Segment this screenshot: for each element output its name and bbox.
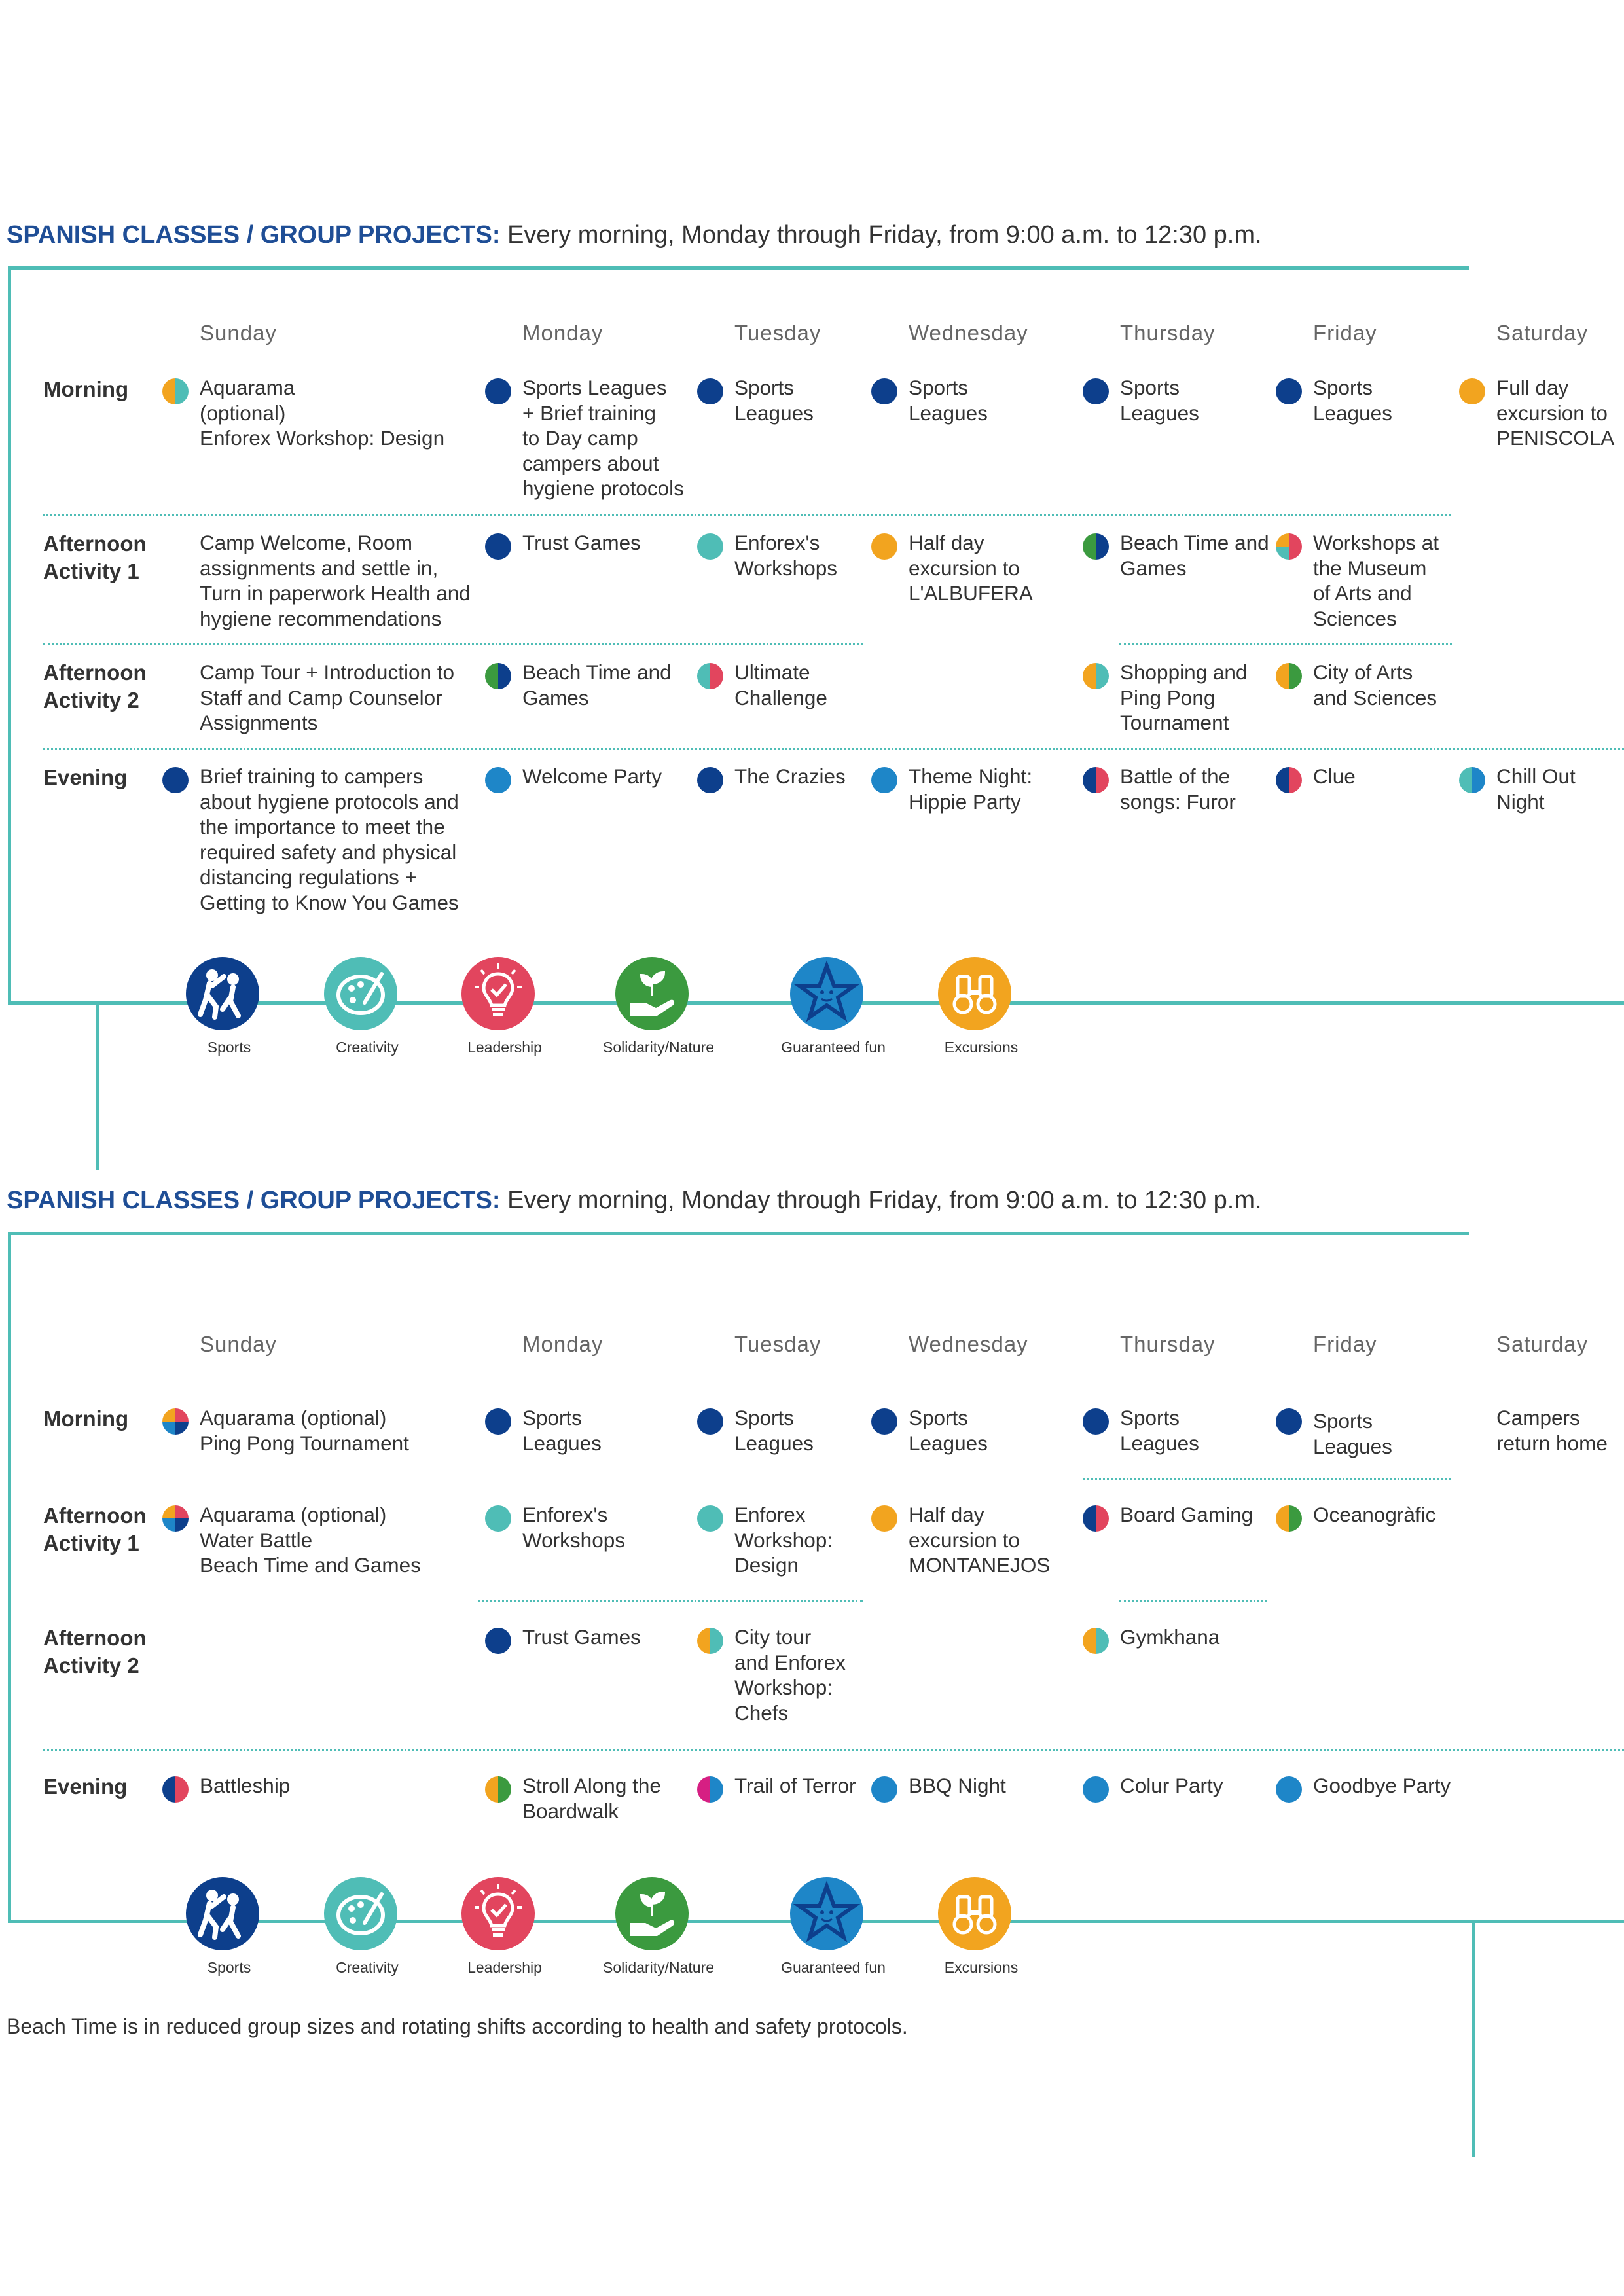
- week2-evening-wednesday: BBQ Night: [909, 1774, 1006, 1797]
- week1-evening-monday: Welcome Party: [522, 764, 662, 788]
- week2-day-saturday: Saturday: [1496, 1332, 1589, 1356]
- category-dot-sports: [1083, 1408, 1109, 1435]
- category-dot-sports-nature: [485, 663, 511, 689]
- week2-morning-monday: Sports Leagues: [522, 1406, 602, 1455]
- category-dot-sports-nature: [1083, 533, 1109, 560]
- category-dot-creativity: [697, 1505, 723, 1532]
- category-dot-excursions-creativity: [697, 1628, 723, 1654]
- week1-separator: [1119, 643, 1452, 645]
- week2-evening-friday: Goodbye Party: [1313, 1774, 1451, 1797]
- guaranteed-fun-icon: [790, 1877, 863, 1950]
- sports-icon: [186, 957, 259, 1030]
- week1-afternoon2-tuesday: Ultimate Challenge: [734, 660, 827, 709]
- week2-day-thursday: Thursday: [1120, 1332, 1216, 1356]
- week2-evening-sunday: Battleship: [200, 1774, 291, 1797]
- category-dot-excursions-nature: [1276, 1505, 1302, 1532]
- category-dot-sports: [697, 378, 723, 404]
- header-highlight: SPANISH CLASSES / GROUP PROJECTS:: [7, 221, 501, 249]
- category-dot-fun: [871, 1776, 897, 1803]
- week1-day-thursday: Thursday: [1120, 321, 1216, 345]
- category-dot-fun: [485, 767, 511, 793]
- creativity-icon: [324, 1877, 397, 1950]
- header-text: Every morning, Monday through Friday, from 9:00 a.m. to 12:30 p.m.: [500, 1187, 1262, 1214]
- week2-afternoon1-tuesday: Enforex Workshop: Design: [734, 1503, 833, 1577]
- week1-morning-friday: Sports Leagues: [1313, 376, 1392, 425]
- week2-evening-thursday: Colur Party: [1120, 1774, 1223, 1797]
- week2-frame-right-tail: [1472, 1920, 1475, 2157]
- category-dot-sports: [697, 1408, 723, 1435]
- category-dot-sports: [162, 767, 189, 793]
- footnote: Beach Time is in reduced group sizes and rotating shifts according to health and safety protocols.: [7, 2015, 908, 2038]
- week1-day-sunday: Sunday: [200, 321, 277, 345]
- week1-label-afternoon1: Afternoon Activity 1: [43, 531, 147, 583]
- category-dot-fun: [871, 767, 897, 793]
- week2-morning-friday: Sports Leagues: [1313, 1409, 1392, 1458]
- week1-evening-tuesday: The Crazies: [734, 764, 846, 788]
- category-dot-sports: [697, 767, 723, 793]
- category-dot-sports: [871, 1408, 897, 1435]
- week1-label-evening: Evening: [43, 765, 128, 789]
- category-dot-sports: [1276, 378, 1302, 404]
- header-highlight: SPANISH CLASSES / GROUP PROJECTS:: [7, 1187, 501, 1214]
- category-dot-sports-leadership: [1083, 1505, 1109, 1532]
- category-dot-excursions-creativity: [1083, 1628, 1109, 1654]
- sports-icon: [186, 1877, 259, 1950]
- excursions-icon: [938, 1877, 1011, 1950]
- header-text: Every morning, Monday through Friday, from 9:00 a.m. to 12:30 p.m.: [500, 221, 1262, 249]
- excursions-label: Excursions: [944, 1959, 1019, 1976]
- week2-morning-saturday: Campers return home: [1496, 1406, 1608, 1455]
- week1-afternoon2-monday: Beach Time and Games: [522, 660, 672, 709]
- week2-header: [7, 1187, 1262, 1215]
- week2-separator: [478, 1600, 863, 1602]
- week2-morning-thursday: Sports Leagues: [1120, 1406, 1199, 1455]
- category-dot-excursions-nature: [485, 1776, 511, 1803]
- week2-day-tuesday: Tuesday: [734, 1332, 821, 1356]
- week2-label-afternoon1: Afternoon Activity 1: [43, 1503, 147, 1555]
- week2-label-afternoon2: Afternoon Activity 2: [43, 1626, 147, 1677]
- week1-evening-thursday: Battle of the songs: Furor: [1120, 764, 1236, 814]
- week2-label-evening: Evening: [43, 1774, 128, 1799]
- week1-afternoon1-sunday: Camp Welcome, Room assignments and settle in, Turn in paperwork Health and hygiene recommendations: [200, 531, 471, 630]
- week2-afternoon1-friday: Oceanogràfic: [1313, 1503, 1436, 1526]
- week1-frame-top: [8, 266, 1469, 270]
- week2-day-friday: Friday: [1313, 1332, 1377, 1356]
- category-dot-sports-leadership: [1276, 767, 1302, 793]
- week1-afternoon1-tuesday: Enforex's Workshops: [734, 531, 837, 580]
- category-dot-sports: [485, 1408, 511, 1435]
- week1-day-saturday: Saturday: [1496, 321, 1589, 345]
- week1-afternoon2-friday: City of Arts and Sciences: [1313, 660, 1437, 709]
- guaranteed-fun-label: Guaranteed fun: [781, 1959, 886, 1976]
- week1-frame-left: [8, 266, 11, 1004]
- week1-header: [7, 221, 1262, 249]
- week1-separator: [43, 514, 1451, 516]
- week1-label-afternoon2: Afternoon Activity 2: [43, 660, 147, 712]
- leadership-label: Leadership: [467, 1039, 542, 1056]
- solidarity-nature-label: Solidarity/Nature: [602, 1039, 715, 1056]
- leadership-label: Leadership: [467, 1959, 542, 1976]
- week1-evening-saturday: Chill Out Night: [1496, 764, 1576, 814]
- week2-frame-top: [8, 1232, 1469, 1235]
- week2-separator: [1119, 1600, 1267, 1602]
- category-dot-sports: [485, 533, 511, 560]
- week2-evening-monday: Stroll Along the Boardwalk: [522, 1774, 661, 1823]
- category-dot-sports: [485, 1628, 511, 1654]
- week1-day-tuesday: Tuesday: [734, 321, 821, 345]
- week1-label-morning: Morning: [43, 377, 129, 401]
- category-dot-excursions-nature: [1276, 663, 1302, 689]
- excursions-label: Excursions: [944, 1039, 1019, 1056]
- week2-separator: [1083, 1478, 1451, 1480]
- creativity-label: Creativity: [336, 1959, 399, 1976]
- category-dot-sports: [871, 378, 897, 404]
- category-dot-sports: [485, 378, 511, 404]
- creativity-icon: [324, 957, 397, 1030]
- sports-label: Sports: [207, 1959, 251, 1976]
- category-dot-sports-leadership: [1083, 767, 1109, 793]
- category-dot-creativity: [697, 533, 723, 560]
- category-dot-fun: [1276, 1776, 1302, 1803]
- solidarity-nature-icon: [615, 957, 689, 1030]
- week1-morning-wednesday: Sports Leagues: [909, 376, 988, 425]
- week1-day-monday: Monday: [522, 321, 604, 345]
- week1-evening-friday: Clue: [1313, 764, 1356, 788]
- week2-day-sunday: Sunday: [200, 1332, 277, 1356]
- week1-evening-wednesday: Theme Night: Hippie Party: [909, 764, 1033, 814]
- week1-afternoon1-thursday: Beach Time and Games: [1120, 531, 1269, 580]
- solidarity-nature-icon: [615, 1877, 689, 1950]
- creativity-label: Creativity: [336, 1039, 399, 1056]
- week1-afternoon1-friday: Workshops at the Museum of Arts and Sciences: [1313, 531, 1439, 630]
- week2-afternoon2-thursday: Gymkhana: [1120, 1625, 1220, 1649]
- week2-afternoon1-thursday: Board Gaming: [1120, 1503, 1254, 1526]
- week1-morning-saturday: Full day excursion to PENISCOLA: [1496, 376, 1615, 450]
- category-dot-creativity-leadership: [697, 663, 723, 689]
- week2-morning-sunday: Aquarama (optional) Ping Pong Tournament: [200, 1406, 409, 1455]
- category-dot-creativity-excursions: [162, 378, 189, 404]
- week2-afternoon2-tuesday: City tour and Enforex Workshop: Chefs: [734, 1625, 846, 1725]
- week2-day-monday: Monday: [522, 1332, 604, 1356]
- leadership-icon: [461, 957, 535, 1030]
- sports-label: Sports: [207, 1039, 251, 1056]
- excursions-icon: [938, 957, 1011, 1030]
- category-dot-sports-leadership-excursions-fun: [162, 1505, 189, 1532]
- week1-day-friday: Friday: [1313, 321, 1377, 345]
- week1-afternoon2-sunday: Camp Tour + Introduction to Staff and Camp Counselor Assignments: [200, 660, 455, 734]
- week2-morning-wednesday: Sports Leagues: [909, 1406, 988, 1455]
- guaranteed-fun-icon: [790, 957, 863, 1030]
- week2-afternoon1-sunday: Aquarama (optional) Water Battle Beach Time and Games: [200, 1503, 421, 1577]
- category-dot-sports-leadership: [162, 1776, 189, 1803]
- week2-afternoon1-wednesday: Half day excursion to MONTANEJOS: [909, 1503, 1051, 1577]
- week1-afternoon1-wednesday: Half day excursion to L'ALBUFERA: [909, 531, 1033, 605]
- category-dot-sports-leadership-excursions-fun: [162, 1408, 189, 1435]
- week1-morning-monday: Sports Leagues + Brief training to Day camp campers about hygiene protocols: [522, 376, 684, 500]
- category-dot-leadership-fun: [697, 1776, 723, 1803]
- leadership-icon: [461, 1877, 535, 1950]
- guaranteed-fun-label: Guaranteed fun: [781, 1039, 886, 1056]
- week1-day-wednesday: Wednesday: [909, 321, 1028, 345]
- week1-morning-thursday: Sports Leagues: [1120, 376, 1199, 425]
- category-dot-excursions: [871, 1505, 897, 1532]
- week1-afternoon1-monday: Trust Games: [522, 531, 641, 554]
- category-dot-creativity-fun: [1459, 767, 1485, 793]
- category-dot-sports: [1276, 1408, 1302, 1435]
- week-connector: [96, 1001, 99, 1170]
- week2-day-wednesday: Wednesday: [909, 1332, 1028, 1356]
- week1-morning-tuesday: Sports Leagues: [734, 376, 814, 425]
- category-dot-sports: [1083, 378, 1109, 404]
- category-dot-excursions: [1459, 378, 1485, 404]
- solidarity-nature-label: Solidarity/Nature: [602, 1959, 715, 1976]
- week1-separator: [43, 643, 863, 645]
- week2-afternoon2-monday: Trust Games: [522, 1625, 641, 1649]
- category-dot-creativity: [485, 1505, 511, 1532]
- week2-evening-tuesday: Trail of Terror: [734, 1774, 856, 1797]
- week2-afternoon1-monday: Enforex's Workshops: [522, 1503, 625, 1552]
- week2-frame-left: [8, 1232, 11, 1922]
- category-dot-excursions-creativity: [1083, 663, 1109, 689]
- category-dot-leadership-creativity-excursions: [1276, 533, 1302, 560]
- week1-afternoon2-thursday: Shopping and Ping Pong Tournament: [1120, 660, 1248, 734]
- category-dot-excursions: [871, 533, 897, 560]
- week2-morning-tuesday: Sports Leagues: [734, 1406, 814, 1455]
- category-dot-fun: [1083, 1776, 1109, 1803]
- week1-morning-sunday: Aquarama (optional) Enforex Workshop: Design: [200, 376, 445, 450]
- week2-label-morning: Morning: [43, 1407, 129, 1431]
- week2-separator: [43, 1749, 1624, 1751]
- week1-separator: [43, 748, 1624, 750]
- week1-evening-sunday: Brief training to campers about hygiene protocols and the importance to meet the required safety and physical distancing regulations + Getting to Know You Games: [200, 764, 459, 914]
